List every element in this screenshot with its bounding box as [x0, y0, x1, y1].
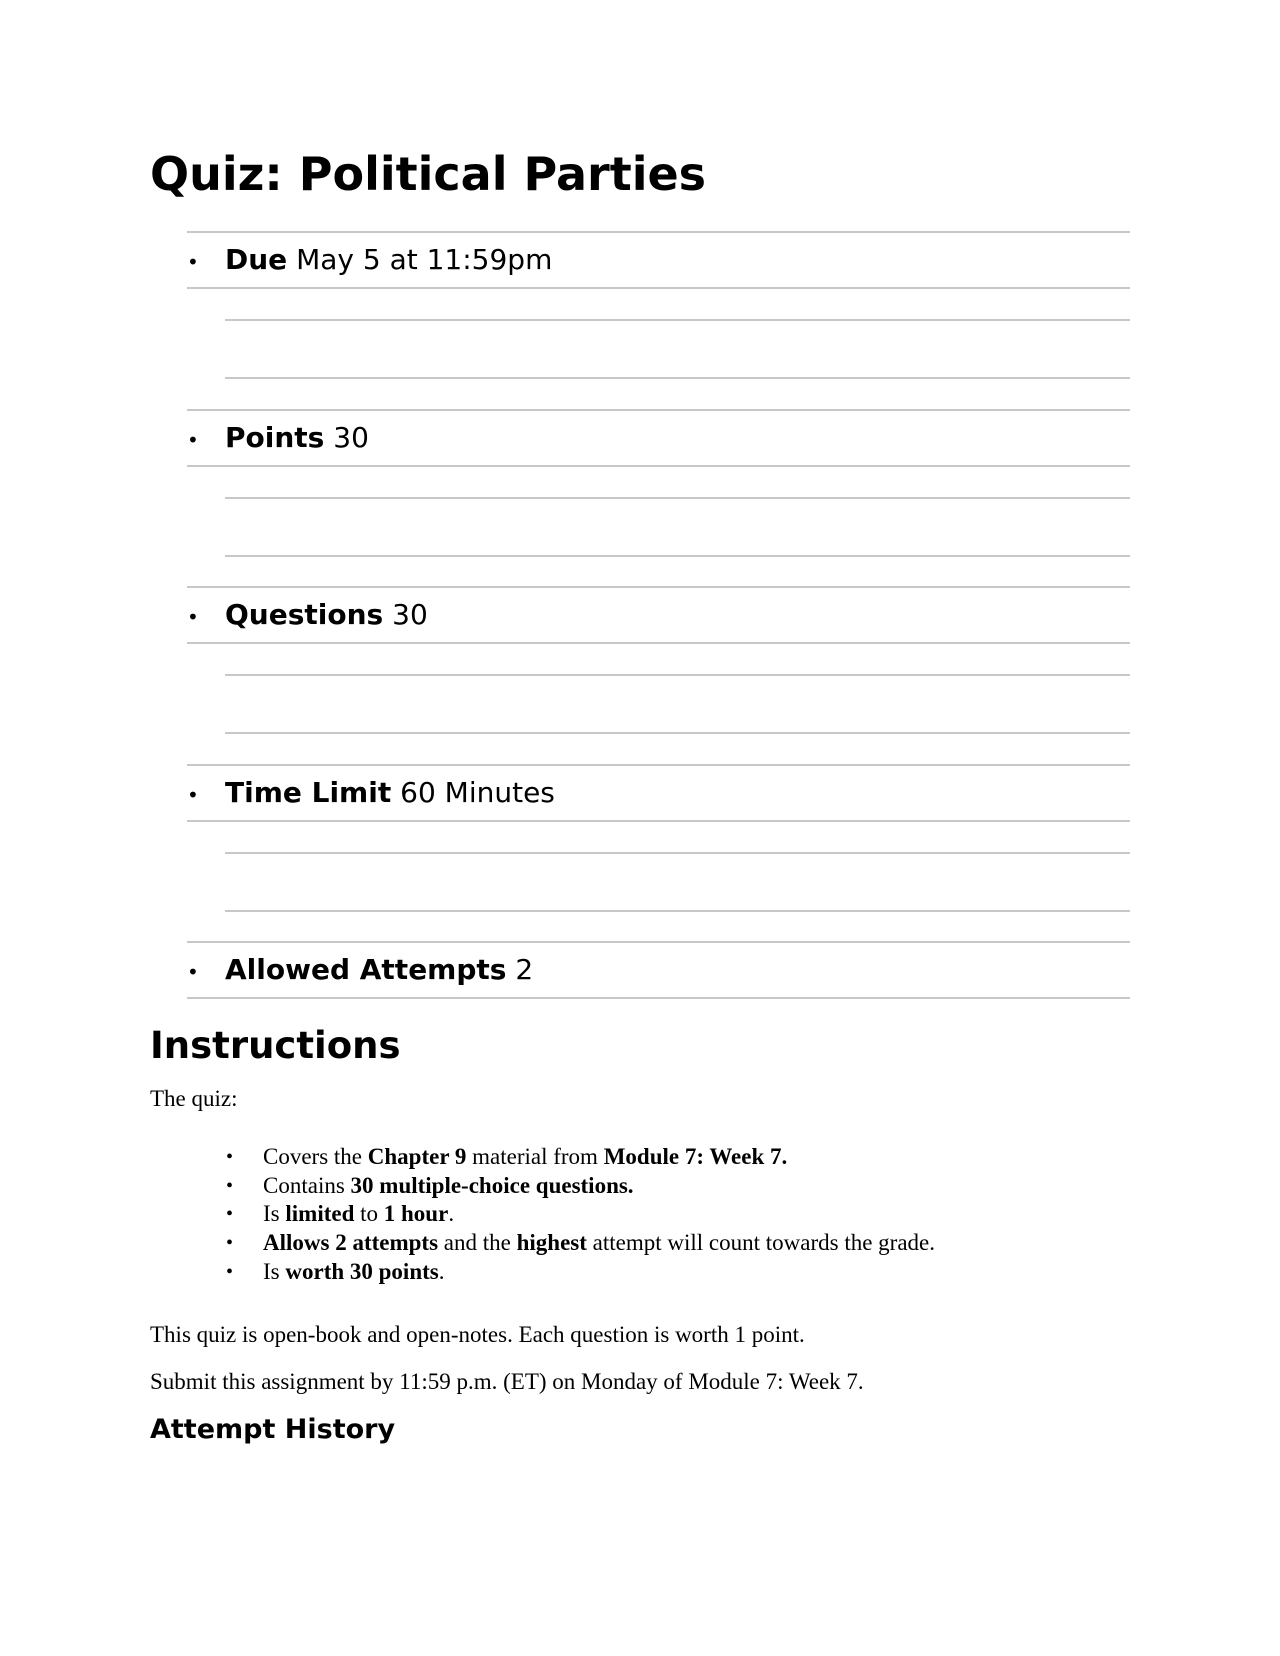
- text-run: .: [448, 1201, 455, 1227]
- instructions-bullet-item: [226, 1258, 935, 1287]
- text-run: Is: [263, 1201, 286, 1227]
- detail-value: 2: [515, 953, 534, 986]
- bullet-icon: •: [187, 605, 199, 629]
- text-run: Covers the: [263, 1144, 368, 1169]
- quiz-details-list: [187, 231, 1130, 1001]
- bullet-icon: •: [187, 250, 199, 274]
- text-run: .: [438, 1258, 445, 1284]
- instructions-bullet-item: [226, 1229, 935, 1258]
- detail-points: [187, 409, 1130, 587]
- bullet-icon: •: [226, 1174, 234, 1197]
- instructions-bullet-item: [226, 1143, 935, 1172]
- detail-allowed-attempts: [187, 941, 1130, 1001]
- bold-text: worth 30 points: [285, 1258, 439, 1284]
- bold-text: 1 hour: [383, 1201, 449, 1227]
- bullet-icon: •: [226, 1203, 234, 1226]
- detail-label: Points: [225, 420, 325, 454]
- divider: [225, 910, 1130, 912]
- bold-text: highest: [516, 1230, 587, 1256]
- attempt-history-heading: Attempt History: [150, 1414, 396, 1445]
- instructions-bullet-item: [226, 1172, 935, 1201]
- text-run: attempt will count towards the grade.: [586, 1230, 936, 1256]
- text-run: material from: [466, 1144, 604, 1169]
- instructions-bullet-item: [226, 1200, 935, 1229]
- instructions-intro: The quiz:: [150, 1086, 238, 1111]
- instructions-heading: Instructions: [150, 1024, 401, 1067]
- detail-label: Due: [225, 243, 288, 276]
- bullet-icon: •: [187, 960, 199, 984]
- detail-time-limit: [187, 764, 1130, 942]
- bullet-icon: •: [226, 1260, 234, 1283]
- detail-value: May 5 at 11:59pm: [296, 243, 553, 276]
- detail-label: Questions: [225, 598, 384, 631]
- detail-label: Allowed Attempts: [225, 953, 507, 986]
- divider: [225, 497, 1130, 499]
- bullet-icon: •: [226, 1146, 234, 1168]
- divider: [225, 319, 1130, 321]
- submission-paragraph: Submit this assignment by 11:59 p.m. (ET) on Monday of Module 7: Week 7.: [150, 1369, 864, 1394]
- divider: [225, 555, 1130, 557]
- detail-value: 30: [392, 598, 428, 631]
- bold-text: Module 7: Week 7.: [603, 1144, 788, 1169]
- detail-questions: [187, 586, 1130, 764]
- bullet-icon: •: [226, 1232, 234, 1255]
- divider: [225, 732, 1130, 734]
- text-run: Is: [263, 1258, 286, 1284]
- bullet-icon: •: [187, 782, 199, 807]
- bold-text: Allows 2 attempts: [263, 1230, 439, 1256]
- divider: [225, 852, 1130, 854]
- bold-text: Chapter 9: [367, 1144, 467, 1169]
- detail-label: Time Limit: [225, 775, 392, 809]
- instructions-bullet-list: [226, 1143, 935, 1286]
- bold-text: limited: [285, 1201, 355, 1227]
- divider: [225, 674, 1130, 676]
- divider: [225, 377, 1130, 379]
- bold-text: 30 multiple-choice questions.: [350, 1172, 634, 1198]
- text-run: and the: [438, 1230, 517, 1256]
- instructions-paragraph: This quiz is open-book and open-notes. Each question is worth 1 point.: [150, 1322, 805, 1347]
- detail-due: [187, 231, 1130, 409]
- detail-value: 60 Minutes: [400, 775, 555, 809]
- detail-value: 30: [333, 420, 369, 454]
- page-title: Quiz: Political Parties: [150, 147, 707, 201]
- text-run: to: [354, 1201, 384, 1227]
- bullet-icon: •: [187, 427, 199, 452]
- text-run: Contains: [263, 1172, 351, 1198]
